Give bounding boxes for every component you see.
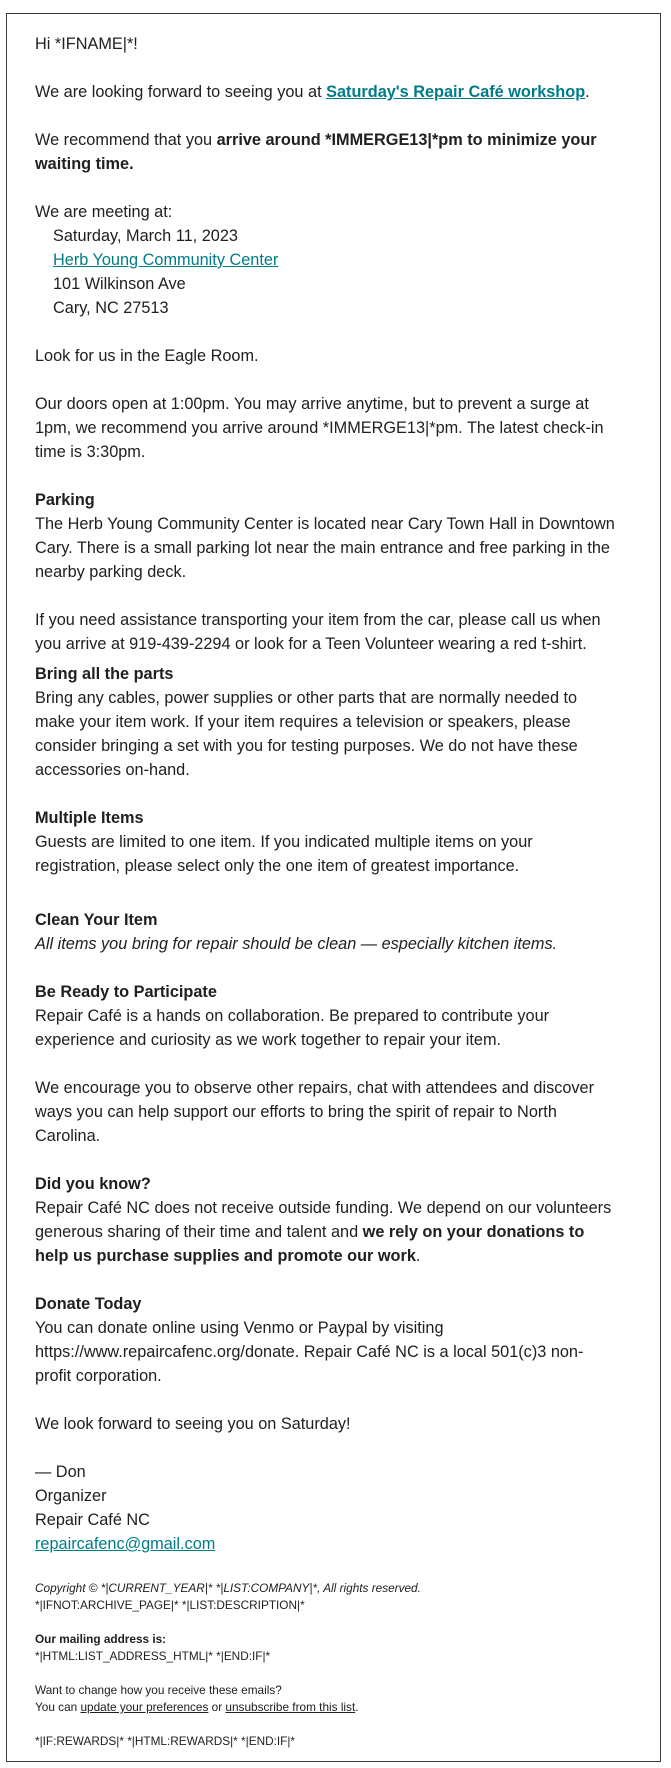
parking-heading: Parking <box>35 491 95 509</box>
arrival-time-note: arrive around *IMMERGE13|*pm to minimize your waiting time. <box>35 131 597 173</box>
mailing-value: *|HTML:LIST_ADDRESS_HTML|* *|END:IF|* <box>35 1649 271 1663</box>
change-line: You can update your preferences or unsubscribe from this list. <box>35 1700 359 1714</box>
know-heading: Did you know? <box>35 1175 151 1193</box>
recommend-paragraph: We recommend that you arrive around *IMMERGE13|*pm to minimize your waiting time. <box>35 131 597 173</box>
update-preferences-link[interactable]: update your preferences <box>80 1700 209 1714</box>
signature-org: Repair Café NC <box>35 1511 150 1529</box>
venue-link[interactable]: Herb Young Community Center <box>53 251 279 269</box>
donate-heading: Donate Today <box>35 1295 142 1313</box>
signature <box>35 1460 615 1556</box>
parking-assist: If you need assistance transporting your item from the car, please call us when you arrive at 919-439-2294 or look for a Teen Volunteer wearing a red t-shirt. <box>35 611 601 653</box>
parts-heading: Bring all the parts <box>35 665 174 683</box>
know-body: Repair Café NC does not receive outside funding. We depend on our volunteers generous sharing of their time and talent and we rely on your donations to help us purchase supplies and promote our work. <box>35 1199 612 1265</box>
participate-body: Repair Café is a hands on collaboration. Be prepared to contribute your experience and curiosity as we work together to repair your item. <box>35 1007 550 1049</box>
intro-paragraph: We are looking forward to seeing you at Saturday's Repair Café workshop. <box>35 83 590 101</box>
participate-body-2: We encourage you to observe other repairs, chat with attendees and discover ways you can help support our efforts to bring the spirit of repair to North Carolina. <box>35 1079 595 1145</box>
multiple-heading: Multiple Items <box>35 809 144 827</box>
donations-emphasis: we rely on your donations to help us purchase supplies and promote our work <box>35 1223 585 1265</box>
rewards-line: *|IF:REWARDS|* *|HTML:REWARDS|* *|END:IF|* <box>35 1734 296 1748</box>
meeting-heading: We are meeting at: <box>35 203 173 221</box>
workshop-link[interactable]: Saturday's Repair Café workshop <box>326 83 586 101</box>
meeting-date: Saturday, March 11, 2023 <box>53 227 238 245</box>
donate-body: You can donate online using Venmo or Paypal by visiting https://www.repaircafenc.org/donate. Repair Café NC is a local 501(c)3 non-profit corporation. <box>35 1319 584 1385</box>
email-frame <box>6 13 661 1762</box>
email-footer <box>35 1580 615 1750</box>
closing-line: We look forward to seeing you on Saturday! <box>35 1415 351 1433</box>
email-link[interactable]: repaircafenc@gmail.com <box>35 1535 216 1553</box>
change-heading: Want to change how you receive these emails? <box>35 1683 282 1697</box>
venue-street: 101 Wilkinson Ave <box>53 275 186 293</box>
venue-city: Cary, NC 27513 <box>53 299 169 317</box>
room-note: Look for us in the Eagle Room. <box>35 347 259 365</box>
signature-name: — Don <box>35 1463 86 1481</box>
meeting-address <box>35 224 615 320</box>
archive-line: *|IFNOT:ARCHIVE_PAGE|* *|LIST:DESCRIPTION|* <box>35 1598 305 1612</box>
greeting: Hi *IFNAME|*! <box>35 35 138 53</box>
parking-body: The Herb Young Community Center is located near Cary Town Hall in Downtown Cary. There is a small parking lot near the main entrance and free parking in the nearby parking deck. <box>35 515 615 581</box>
email-body <box>35 32 615 1750</box>
copyright-line: Copyright © *|CURRENT_YEAR|* *|LIST:COMPANY|*, All rights reserved. <box>35 1581 421 1595</box>
signature-role: Organizer <box>35 1487 107 1505</box>
unsubscribe-link[interactable]: unsubscribe from this list <box>225 1700 356 1714</box>
multiple-body: Guests are limited to one item. If you indicated multiple items on your registration, please select only the one item of greatest importance. <box>35 833 533 875</box>
clean-heading: Clean Your Item <box>35 911 158 929</box>
participate-heading: Be Ready to Participate <box>35 983 217 1001</box>
doors-paragraph: Our doors open at 1:00pm. You may arrive anytime, but to prevent a surge at 1pm, we recommend you arrive around *IMMERGE13|*pm. The latest check-in time is 3:30pm. <box>35 395 604 461</box>
mailing-heading: Our mailing address is: <box>35 1632 167 1646</box>
clean-body: All items you bring for repair should be clean — especially kitchen items. <box>35 935 558 953</box>
parts-body: Bring any cables, power supplies or other parts that are normally needed to make your item work. If your item requires a television or speakers, please consider bringing a set with you for testing purposes. We do not have these accessories on-hand. <box>35 689 578 779</box>
